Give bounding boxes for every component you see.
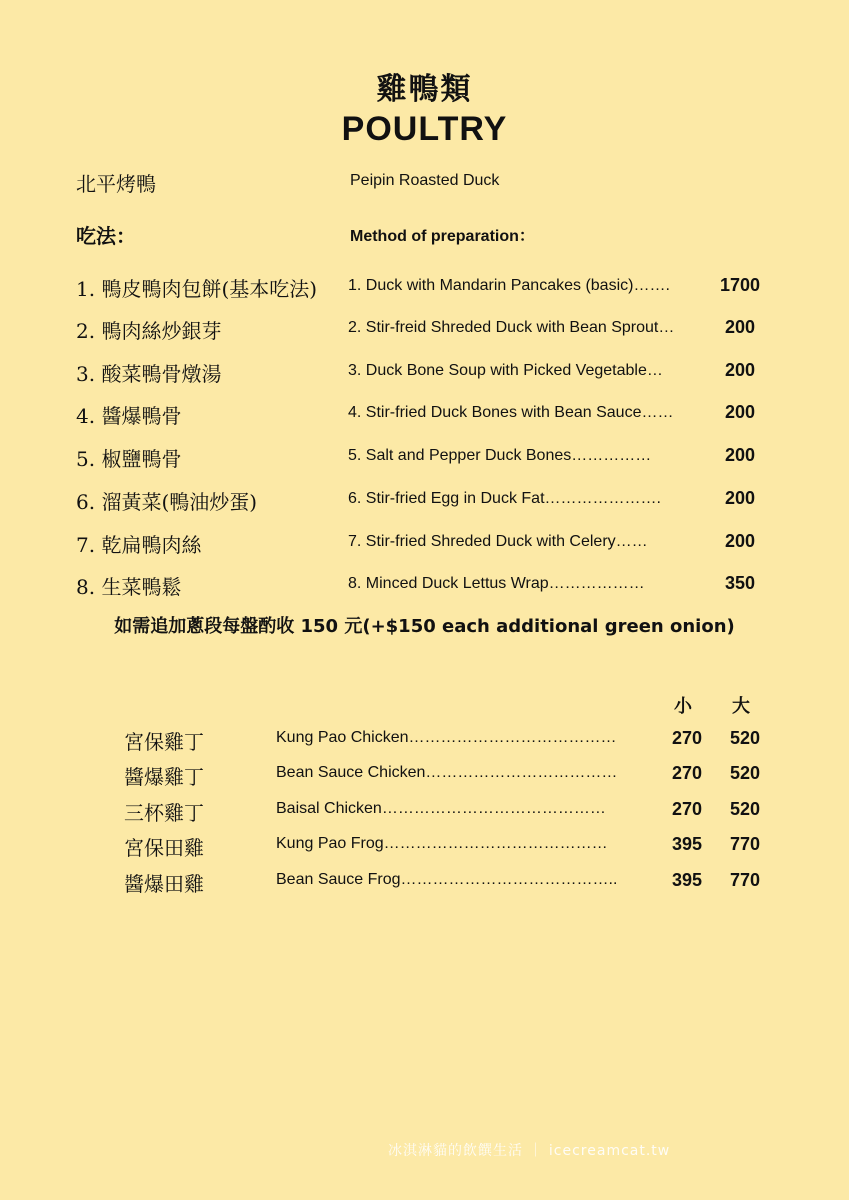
- item-name-chinese: 醬爆田雞: [124, 872, 204, 896]
- title-chinese: 雞鴨類: [376, 72, 473, 107]
- duck-item: [0, 571, 849, 601]
- watermark-text: 冰淇淋貓的飲饌生活 ｜ icecreamcat.tw: [388, 1143, 671, 1159]
- item-name-english: 4. Stir-fried Duck Bones with Bean Sauce……: [348, 404, 674, 421]
- item-name-chinese: 2. 鴨肉絲炒銀芽: [76, 319, 222, 343]
- dish-name-chinese: 北平烤鴨: [76, 172, 156, 196]
- green-onion-note: 如需追加蔥段每盤酌收 150 元(+$150 each additional green onion): [114, 616, 735, 637]
- duck-item: [0, 358, 849, 388]
- chicken-item: [0, 832, 849, 862]
- item-name-english: 7. Stir-fried Shreded Duck with Celery……: [348, 533, 648, 550]
- item-price: 200: [724, 317, 755, 337]
- item-name-chinese: 宮保雞丁: [124, 730, 204, 754]
- duck-item: [0, 486, 849, 516]
- item-name-chinese: 1. 鴨皮鴨肉包餅(基本吃法): [76, 277, 318, 301]
- item-name-english: Baisal Chicken……………………………………: [276, 800, 606, 817]
- item-name-english: 5. Salt and Pepper Duck Bones……………: [348, 447, 652, 464]
- item-name-chinese: 宮保田雞: [124, 836, 204, 860]
- item-name-english: 1. Duck with Mandarin Pancakes (basic)…….: [348, 277, 670, 294]
- item-price-small: 270: [671, 728, 702, 748]
- item-name-english: 2. Stir-freid Shreded Duck with Bean Sprout…: [348, 319, 675, 336]
- item-price: 200: [724, 488, 755, 508]
- item-price-large: 520: [729, 728, 760, 748]
- item-name-chinese: 8. 生菜鴨鬆: [76, 575, 182, 599]
- dish-name-english: Peipin Roasted Duck: [350, 172, 500, 189]
- item-price: 200: [724, 445, 755, 465]
- item-price-large: 520: [729, 799, 760, 819]
- duck-item: [0, 273, 849, 303]
- duck-item: [0, 529, 849, 559]
- duck-item: [0, 400, 849, 430]
- duck-item: [0, 443, 849, 473]
- item-price: 200: [724, 531, 755, 551]
- size-header-large: 大: [732, 696, 750, 717]
- item-name-chinese: 3. 酸菜鴨骨燉湯: [76, 362, 222, 386]
- chicken-item: [0, 761, 849, 791]
- item-price: 200: [724, 402, 755, 422]
- item-name-english: 3. Duck Bone Soup with Picked Vegetable…: [348, 362, 663, 379]
- chicken-item: [0, 726, 849, 756]
- item-name-chinese: 三杯雞丁: [124, 801, 204, 825]
- item-price-large: 770: [729, 870, 760, 890]
- item-price: 200: [724, 360, 755, 380]
- item-name-english: Bean Sauce Frog…………………………………..: [276, 871, 618, 888]
- item-name-english: Kung Pao Frog……………………………………: [276, 835, 608, 852]
- item-price-small: 395: [671, 870, 702, 890]
- item-name-english: Kung Pao Chicken…………………………………: [276, 729, 617, 746]
- item-name-english: 6. Stir-fried Egg in Duck Fat………………….: [348, 490, 661, 507]
- item-price-small: 395: [671, 834, 702, 854]
- item-price-large: 520: [729, 763, 760, 783]
- method-label-chinese: 吃法：: [76, 224, 136, 248]
- chicken-item: [0, 797, 849, 827]
- chicken-item: [0, 868, 849, 898]
- item-price-small: 270: [671, 799, 702, 819]
- item-price: 1700: [719, 275, 760, 295]
- item-name-chinese: 醬爆雞丁: [124, 765, 204, 789]
- item-price: 350: [724, 573, 755, 593]
- item-name-chinese: 7. 乾扁鴨肉絲: [76, 533, 202, 557]
- method-label-english: Method of preparation：: [350, 228, 535, 245]
- item-name-english: Bean Sauce Chicken………………………………: [276, 764, 618, 781]
- size-header-small: 小: [674, 696, 692, 717]
- item-name-english: 8. Minced Duck Lettus Wrap………………: [348, 575, 645, 592]
- item-price-large: 770: [729, 834, 760, 854]
- duck-item: [0, 315, 849, 345]
- item-name-chinese: 5. 椒鹽鴨骨: [76, 447, 182, 471]
- item-price-small: 270: [671, 763, 702, 783]
- item-name-chinese: 6. 溜黃菜(鴨油炒蛋): [76, 490, 258, 514]
- item-name-chinese: 4. 醬爆鴨骨: [76, 404, 182, 428]
- title-english: POULTRY: [341, 110, 508, 148]
